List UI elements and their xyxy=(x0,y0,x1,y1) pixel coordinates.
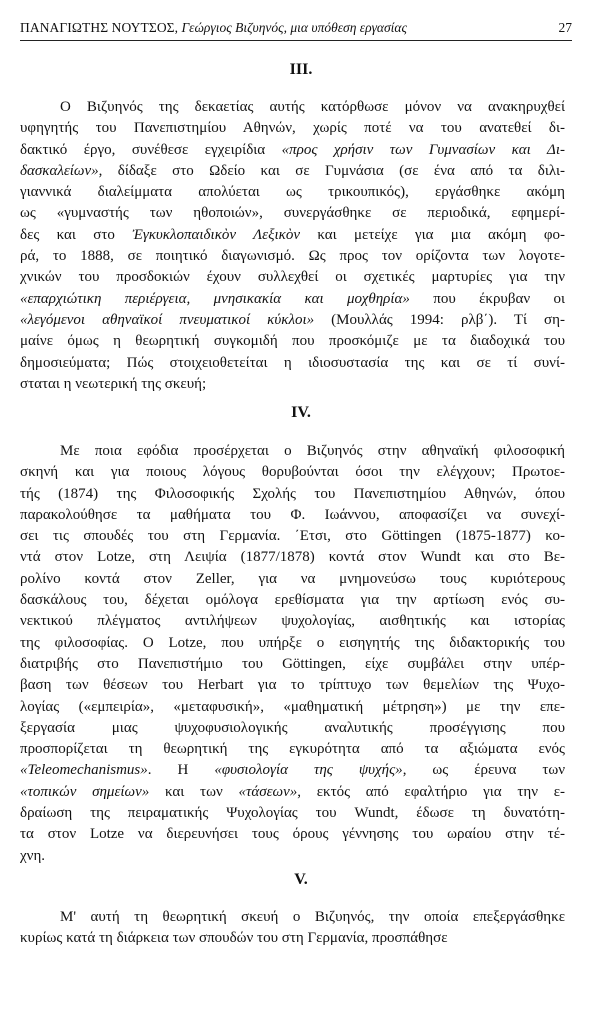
text-segment: . Η xyxy=(147,762,215,779)
text-segment: «τάσεων» xyxy=(238,783,298,800)
text-segment: Ο Βιζυηνός της δεκαετίας αυτής κατόρθωσε μόνον να ανακηρυχθεί xyxy=(60,99,565,115)
text-segment: «προς χρήσιν των Γυμνασίων και Δι- xyxy=(281,141,565,158)
text-segment: μαίνε όμως η θεωρητική συγκομιδή που προσκόμιζε με τα διαδοχικά του xyxy=(20,333,565,350)
text-segment: τα στον Lotze να διερευνήσει τους όρους γέννησης του ωραίου στην τέ- xyxy=(20,826,565,843)
text-segment: τής (1874) της Φιλοσοφικής Σχολής του Πανεπιστημίου Αθηνών, όπου xyxy=(20,485,565,502)
text-line xyxy=(20,140,565,161)
text-line xyxy=(20,590,565,611)
text-line xyxy=(20,824,565,845)
text-segment: προσπορίζεται τη θεωρητική της εγκυρότητα από τα αξιώματα ενός xyxy=(20,741,565,758)
section-paragraph-iii xyxy=(20,97,565,395)
text-segment: , δίδαξε στο Ωδείο και σε Γυμνάσια (σε ένα από τα διλι- xyxy=(98,162,565,179)
text-line xyxy=(20,569,565,590)
page-number: 27 xyxy=(558,20,572,35)
running-head xyxy=(20,18,572,41)
text-segment: «φυσιολογία της ψυχής» xyxy=(214,762,403,779)
text-line xyxy=(20,760,565,781)
text-segment: χνη. xyxy=(20,847,46,864)
text-line xyxy=(20,289,565,310)
text-segment: παρακολούθησε τα μαθήματα του Φ. Ιωάννου, αποφασίζει να συνεχί- xyxy=(20,506,565,523)
text-line xyxy=(20,505,565,526)
text-segment: Με ποια εφόδια προσέρχεται ο Βιζυηνός στην αθηναϊκή φιλοσοφική xyxy=(60,443,565,459)
text-segment: δασκάλους του, δέχεται ομόλογα ερεθίσματα για την αρτίωση ενός συ- xyxy=(20,592,565,609)
text-segment: και των xyxy=(149,783,239,800)
section-heading-v: V. xyxy=(294,871,308,888)
text-segment: και μετείχε για μια ακόμη φο- xyxy=(300,226,565,243)
text-line xyxy=(20,718,565,739)
text-segment: διατριβής στο Πανεπιστήμιο του Göttingen, είχε συμβάλει στην υπέρ- xyxy=(20,655,565,672)
text-segment: της φιλοσοφίας. Ο Lotze, που υπήρξε ο εισηγητής της διδακτορικής του xyxy=(20,634,565,651)
text-line xyxy=(20,310,565,331)
text-line xyxy=(20,675,565,696)
text-segment: βαση των θέσεων του Herbart για το τρίπτυχο των θεμελίων της Ψυχο- xyxy=(20,677,565,694)
text-line xyxy=(20,484,565,505)
text-segment: σει τις σπουδές του στη Γερμανία. ΄Ετσι, στο Göttingen (1875-1877) κο- xyxy=(20,528,565,545)
text-segment: δες και στο xyxy=(20,226,133,243)
text-line xyxy=(20,803,565,824)
text-segment: σκηνή και για ποιους λόγους θορυβούνται όσοι την ελέγχουν; Πρωτοε- xyxy=(20,464,565,481)
text-segment: σταται η νεωτερική της σκευή; xyxy=(20,375,207,392)
text-line xyxy=(20,462,565,483)
text-line xyxy=(20,928,565,949)
text-line xyxy=(20,267,565,288)
text-segment: ως «γυμναστής των ηθοποιών», συνεργάσθηκε σε περιοδικά, εφημερί- xyxy=(20,205,565,222)
text-segment: νεκτικού πλέγματος αντιλήψεων ψυχολογίας, αισθητικής και ιστορίας xyxy=(20,613,565,630)
section-heading-iv: IV. xyxy=(291,404,311,421)
text-segment: δακτικό έργο, συνέθεσε εγχειρίδια xyxy=(20,141,282,158)
text-line xyxy=(20,331,565,352)
text-segment: ξεργασία μιας ψυχοφυσιολογικής αναλυτικής προσέγγισης που xyxy=(20,719,565,736)
text-segment: δημοσιεύματα; Πώς στοιχειοθετείται η ιδιοσυστασία της και σε τί συνί- xyxy=(20,354,565,371)
section-heading-iii: III. xyxy=(289,61,313,78)
text-line xyxy=(20,225,565,246)
text-line xyxy=(20,633,565,654)
text-line xyxy=(20,547,565,568)
text-segment: , εκτός από εφαλτήριο για την ε- xyxy=(297,783,566,800)
text-segment: δασκαλείων» xyxy=(20,162,99,179)
text-segment: «Teleomechanismus» xyxy=(20,762,148,779)
text-line xyxy=(20,353,565,374)
text-line xyxy=(20,739,565,760)
text-segment: Μ' αυτή τη θεωρητική σκευή ο Βιζυηνός, την οποία επεξεργάσθηκε xyxy=(60,909,565,925)
text-segment: γιαννικά διαλείμματα απολύεται ως τρικουπικός), εργάσθηκε ακόμη xyxy=(20,184,565,201)
text-segment: «λεγόμενοι αθηναϊκοί πνευματικοί κύκλοι» xyxy=(20,311,315,328)
text-line xyxy=(20,441,565,462)
text-segment: ρολίνο κοντά στον Zeller, για να μνημονεύσω τους κυριότερους xyxy=(20,570,565,587)
text-segment: Ἐγκυκλοπαιδικὸν Λεξικὸν xyxy=(132,226,301,243)
text-line xyxy=(20,374,565,395)
text-segment: δραίωση της πειραματικής Ψυχολογίας του Wundt, έδωσε τη δυνατότη- xyxy=(20,805,565,822)
text-segment: ρά, το 1888, σε ποιητικό διαγωνισμό. Ως προς τον ορίζοντα των λογοτε- xyxy=(20,248,565,265)
text-segment: (Μουλλάς 1994: ρλβ΄). Τί ση- xyxy=(314,311,565,328)
text-segment: ντά στον Lotze, στη Λειψία (1877/1878) κοντά στον Wundt και στο Βε- xyxy=(20,549,565,566)
text-line xyxy=(20,203,565,224)
text-line xyxy=(20,611,565,632)
text-line xyxy=(20,526,565,547)
text-segment: που έκρυβαν οι xyxy=(409,290,565,307)
text-segment: κυρίως κατά τη διάρκεια των σπουδών του στη Γερμανία, προσπάθησε xyxy=(20,930,448,947)
text-line xyxy=(20,97,565,118)
text-line xyxy=(20,118,565,139)
text-segment: χνικών του προσδοκιών έχουν συλλεχθεί οι σχετικές μαρτυρίες για την xyxy=(20,269,565,286)
running-head-title: Γεώργιος Βιζυηνός, μια υπόθεση εργασίας xyxy=(181,20,407,35)
text-segment: «επαρχιώτικη περιέργεια, μνησικακία και μοχθηρία» xyxy=(20,290,410,307)
text-segment: «τοπικών σημείων» xyxy=(20,783,150,800)
section-paragraph-iv xyxy=(20,441,565,867)
text-line xyxy=(20,907,565,928)
section-paragraph-v xyxy=(20,907,565,950)
text-segment: λογίας («εμπειρία», «μεταφυσική», «μαθηματική μέτρηση») με την επε- xyxy=(20,698,565,715)
text-line xyxy=(20,846,565,867)
text-segment: υφηγητής του Πανεπιστημίου Αθηνών, χωρίς ποτέ να του ανατεθεί δι- xyxy=(20,120,565,137)
text-line xyxy=(20,697,565,718)
text-line xyxy=(20,161,565,182)
text-line xyxy=(20,182,565,203)
text-line xyxy=(20,654,565,675)
text-line xyxy=(20,782,565,803)
text-line xyxy=(20,246,565,267)
running-head-author: ΠΑΝΑΓΙΩΤΗΣ ΝΟΥΤΣΟΣ, xyxy=(20,20,179,35)
text-segment: , ως έρευνα των xyxy=(402,762,565,779)
